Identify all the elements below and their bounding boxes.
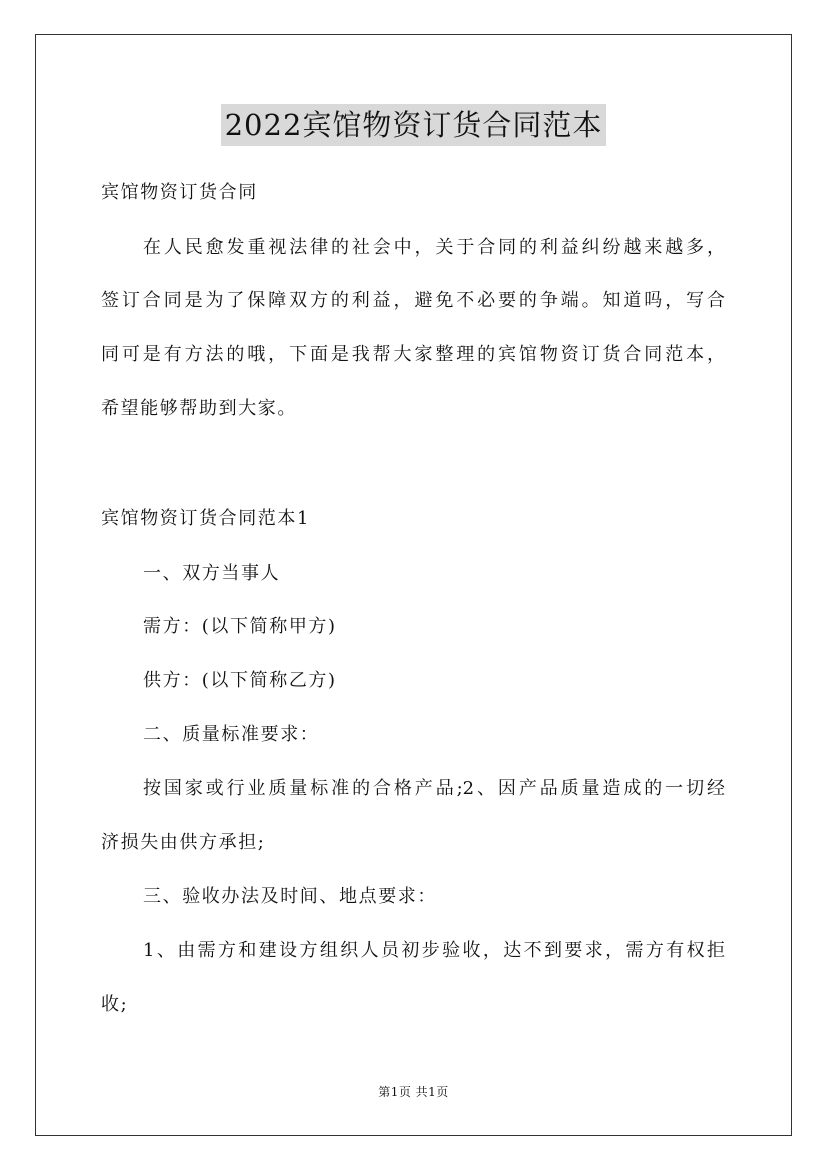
clause-supplier: 供方：(以下简称乙方)	[143, 670, 337, 691]
clause-buyer: 需方：(以下简称甲方)	[143, 616, 337, 637]
clause-quality-heading: 二、质量标准要求：	[143, 724, 320, 745]
clause-parties: 一、双方当事人	[143, 563, 281, 584]
section-heading: 宾馆物资订货合同范本1	[101, 508, 311, 529]
intro-line-1: 在人民愈发重视法律的社会中，关于合同的利益纠纷越来越多，	[143, 237, 725, 258]
document-title: 2022宾馆物资订货合同范本	[221, 104, 607, 146]
intro-line-4: 希望能够帮助到大家。	[101, 398, 297, 419]
title-container	[0, 104, 827, 146]
page-footer: 第1页 共1页	[378, 1085, 449, 1099]
quality-line-1: 按国家或行业质量标准的合格产品;2、因产品质量造成的一切经	[143, 778, 725, 799]
intro-line-3: 同可是有方法的哦，下面是我帮大家整理的宾馆物资订货合同范本，	[101, 344, 725, 365]
intro-line-2: 签订合同是为了保障双方的利益，避免不必要的争端。知道吗，写合	[101, 290, 725, 311]
acceptance-line-2: 收;	[101, 994, 129, 1015]
clause-acceptance-heading: 三、验收办法及时间、地点要求：	[143, 886, 437, 907]
quality-line-2: 济损失由供方承担;	[101, 832, 266, 853]
document-subtitle: 宾馆物资订货合同	[101, 182, 258, 203]
acceptance-line-1: 1、由需方和建设方组织人员初步验收，达不到要求，需方有权拒	[143, 940, 725, 961]
